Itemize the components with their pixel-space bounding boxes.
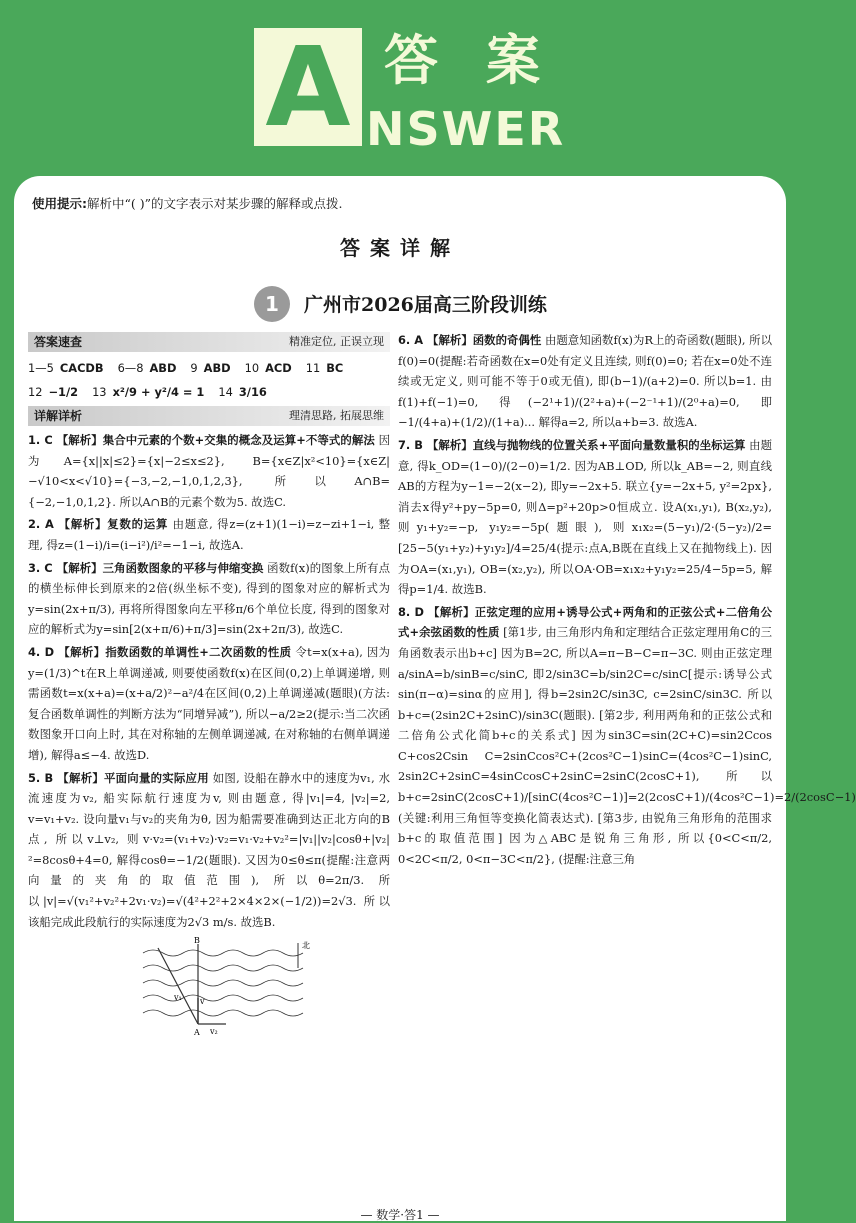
answer-item: 13 x²/9 + y²/4 = 1: [92, 384, 205, 399]
solution-item: 5. B 【解析】平面向量的实际应用 如图, 设船在静水中的速度为v₁, 水流速度为v₂, 船实际航行速度为v, 则由题意, 得|v₁|=4, |v₂|=2, v=v₁+v₂. 设向量v₁与v₂的夹角为θ, 因为船需要准确到达正北方向的B点, 所以v⊥v₂, 则v·v₂=(v₁+v₂)·v₂=v₁·v₂+v₂²=|v₁||v₂|cosθ+|v₂|²=8cosθ+4=0, 解得cosθ=−1/2(题眼). 又因为0≤θ≤π(提醒:注意两向量的夹角的取值范围), 所以θ=2π/3. 所以|v|=√(v₁²+v₂²+2v₁·v₂)=√(4²+2²+2×4×2×(−1/2))=2√3. 所以该船完成此段航行的实际速度为2√3 m/s. 故选B.: [28, 770, 390, 929]
unit-number-badge: 1: [254, 286, 290, 322]
big-letter-logo: A: [254, 28, 362, 146]
answer-item: 12 −1/2: [28, 384, 79, 399]
answer-sheet: [14, 176, 856, 1222]
vector-v2-label: v₂: [210, 1027, 218, 1037]
right-column: [398, 330, 856, 871]
solution-item: 2. A 【解析】复数的运算 由题意, 得z=(z+1)(1−i)=z−zi+1−i, 整理, 得z=(1−i)/i=(i−i²)/i²=−1−i, 故选A.: [28, 517, 391, 552]
solution-item: 6. A 【解析】函数的奇偶性 由题意知函数f(x)为R上的奇函数(题眼), 所以f(0)=0(提醒:若奇函数在x=0处有定义且连续, 则f(0)=0; 若在x=0处不连续或无定义, 则可能不等于0或无值), 即(b−1)/(a+2)=0. 所以b=1. 由f(1)+f(−1)=0, 得(−2¹+1)/(2²+a)+(−2⁻¹+1)/(2⁰+a)=0, 即−1/(4+a)+(1/2)/(1+a)... 解得a=2, 所以a+b=3. 故选A.: [398, 333, 772, 430]
detail-title: 详解详析: [34, 408, 83, 423]
north-label: 北: [302, 941, 310, 951]
header-title-en: NSWER: [366, 102, 566, 156]
page-title: 答案详解: [340, 236, 460, 260]
answer-row: [28, 356, 390, 380]
solution-item: 3. C 【解析】三角函数图象的平移与伸缩变换 函数f(x)的图象上所有点的横坐标伸长到原来的2倍(纵坐标不变), 得到的图象对应的解析式为y=sin(2x+π/3), 再将所得图象向左平移π/6个单位长度, 得到的图象对应的解析式为y=sin[2(x+π/6)+π/3]=sin(2x+2π/3), 故选C.: [28, 560, 391, 637]
detail-bar: [28, 406, 390, 426]
unit-title: 广州市2026届高三阶段训练: [304, 294, 547, 316]
answer-row: [28, 380, 390, 404]
vector-v1-label: v₁: [174, 993, 182, 1003]
quick-answer-bar: [28, 332, 390, 352]
vector-v-label: v: [200, 997, 205, 1007]
usage-tip-label: 使用提示:: [32, 196, 87, 211]
quick-answer-slogan: 精准定位, 正误立现: [289, 334, 384, 348]
header-title-cn: 答案: [384, 29, 588, 92]
point-a-label: A: [194, 1028, 200, 1038]
usage-tip: [32, 194, 342, 212]
answer-key: [28, 356, 390, 404]
river-vector-figure: [138, 938, 318, 1038]
usage-tip-text: 解析中“( )”的文字表示对某步骤的解释或点拨.: [87, 196, 343, 211]
solution-item: 7. B 【解析】直线与抛物线的位置关系+平面向量数量积的坐标运算 由题意, 得k_OD=(1−0)/(2−0)=1/2. 因为AB⊥OD, 所以k_AB=−2, 则直线AB的方程为y−1=−2(x−2), 即y=−2x+5. 联立{y=−2x+5, y²=2px}, 消去x得y²+py−5p=0, 则Δ=p²+20p>0恒成立. 设A(x₁,y₁), B(x₂,y₂), 则y₁+y₂=−p, y₁y₂=−5p(题眼), 则x₁x₂=(5−y₁)/2·(5−y₂)/2=[25−5(y₁+y₂)+y₁y₂]/4=25/4(提示:点A,B既在直线上又在抛物线上). 因为OA=(x₁,y₁), OB=(x₂,y₂), 所以OA·OB=x₁x₂+y₁y₂=25/4−5p=5, 解得p=1/4. 故选B.: [398, 437, 772, 597]
point-b-label: B: [194, 936, 200, 946]
quick-answer-title: 答案速查: [34, 334, 83, 349]
detail-slogan: 理清思路, 拓展思维: [289, 408, 384, 422]
solution-item: 1. C 【解析】集合中元素的个数+交集的概念及运算+不等式的解法 因为A={x||x|≤2}={x|−2≤x≤2}, B={x∈Z|x²<10}={x∈Z|−√10<x<√10}={−3,−2,−1,0,1,2,3}, 所以A∩B={−2,−1,0,1,2}. 所以A∩B的元素个数为5. 故选C.: [28, 433, 390, 509]
page-footer: — 数学·答1 —: [360, 1208, 440, 1222]
answer-item: 14 3/16: [218, 384, 267, 399]
answer-item: 1—5 CACDB: [28, 360, 104, 375]
left-column: [28, 330, 390, 1045]
answer-item: 10 ACD: [244, 360, 292, 375]
header-banner: [0, 0, 800, 175]
solution-item: 8. D 【解析】正弦定理的应用+诱导公式+两角和的正弦公式+二倍角公式+余弦函数的性质 [第1步, 由三角形内角和定理结合正弦定理用角C的三角函数表示出b+c] 因为B=2C, 所以A=π−B−C=π−3C. 则由正弦定理a/sinA=b/sinB=c/sinC, 即2/sin3C=b/sin2C=c/sinC[提示:诱导公式sin(π−α)=sinα的应用], 得b=2sin2C/sin3C, c=2sinC/sin3C. 所以b+c=(2sin2C+2sinC)/sin3C(题眼). [第2步, 利用两角和的正弦公式和二倍角公式化简b+c的关系式] 因为sin3C=sin(2C+C)=sin2Ccos C+cos2Csin C=2sinCcos²C+(2cos²C−1)sinC=(4cos²C−1)sinC, 2sin2C+2sinC=4sinCcosC+2sinC=2sinC(2cosC+1), 所以b+c=2sinC(2cosC+1)/[sinC(4cos²C−1)]=2(2cosC+1)/(4cos²C−1)=2/(2cosC−1)(关键:利用三角恒等变换化简表达式). [第3步, 由锐角三角形角的范围求b+c的取值范围] 因为△ABC是锐角三角形, 所以{0<C<π/2, 0<2C<π/2, 0<π−3C<π/2}, (提醒:注意三角: [398, 604, 856, 866]
solution-item: 4. D 【解析】指数函数的单调性+二次函数的性质 令t=x(x+a), 因为y=(1/3)^t在R上单调递减, 则要使函数f(x)在区间(0,2)上单调递增, 则需函数t=x(x+a)=(x+a/2)²−a²/4在区间(0,2)上单调递减(题眼)(方法:复合函数单调性的判断方法为“同增异减”), 所以−a/2≥2(提示:当二次函数图象开口向上时, 其在对称轴的左侧单调递减, 在对称轴的右侧单调递增), 解得a≤−4. 故选D.: [28, 644, 391, 762]
answer-item: 11 BC: [305, 360, 344, 375]
answer-item: 6—8 ABD: [117, 360, 177, 375]
answer-item: 9 ABD: [190, 360, 231, 375]
